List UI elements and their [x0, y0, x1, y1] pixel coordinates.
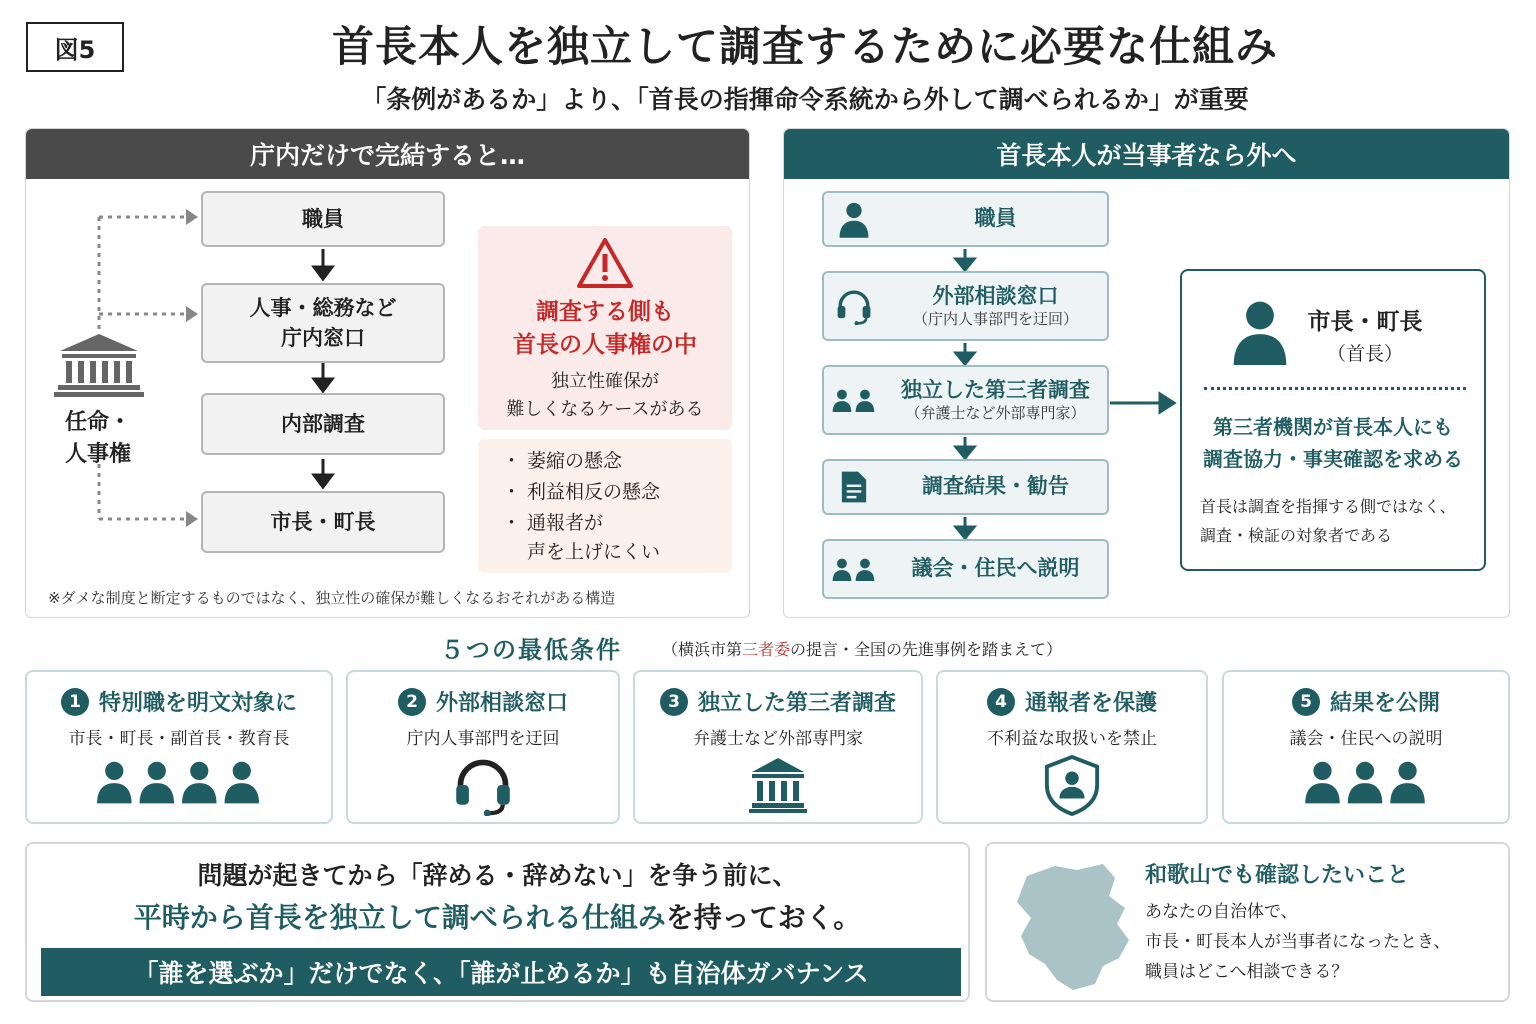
condition-sub: 議会・住民への説明: [1289, 729, 1443, 749]
people-icon: [824, 554, 884, 584]
governance-banner: 「誰を選ぶか」だけでなく、「誰が止めるか」も自治体ガバナンス: [41, 948, 961, 996]
bottom-line-1: 問題が起きてから「辞める・辞めない」を争う前に、: [197, 861, 798, 890]
mayor-emphasis: 第三者機関が首長本人にも 調査協力・事実確認を求める: [1203, 415, 1463, 471]
condition-number: 2: [398, 688, 426, 716]
conditions-note: （横浜市第三者委の提言・全国の先進事例を踏まえて）: [662, 640, 1063, 659]
condition-sub: 弁護士など外部専門家: [693, 729, 863, 749]
flow-staff: 職員: [201, 191, 445, 247]
condition-card-3: [633, 670, 923, 824]
condition-title: 通報者を保護: [1024, 691, 1157, 716]
flow-explanation-label: 議会・住民へ説明: [911, 556, 1080, 581]
flow-results-label: 調査結果・勧告: [922, 474, 1069, 499]
condition-sub: 不利益な取扱いを禁止: [987, 729, 1157, 749]
concern-item: ・ 利益相反の懸念: [502, 481, 661, 503]
flow-external-window: [822, 271, 1109, 341]
condition-number: 4: [987, 688, 1015, 716]
bottom-message-box: [25, 842, 970, 1002]
left-panel-header: 庁内だけで完結すると…: [26, 129, 749, 179]
concern-item: ・ 通報者が 声を上げにくい: [502, 512, 661, 564]
three-people-icon: [1224, 754, 1508, 812]
flow-external-window-label: 外部相談窓口: [932, 283, 1059, 308]
flow-explanation: [822, 539, 1109, 599]
right-panel-header: 首長本人が当事者なら外へ: [784, 129, 1509, 179]
shield-person-icon: [938, 754, 1206, 816]
concern-item: ・ 萎縮の懸念: [502, 450, 623, 472]
government-building-icon: [54, 334, 144, 397]
flow-staff-label: 職員: [974, 206, 1017, 231]
condition-card-2: [346, 670, 620, 824]
left-panel-note: ※ダメな制度と断定するものではなく、独立性の確保が難しくなるおそれがある構造: [48, 589, 616, 607]
four-people-icon: [27, 754, 331, 812]
page-subtitle: 「条例があるか」より、「首長の指揮命令系統から外して調べられるか」が重要: [361, 85, 1249, 114]
condition-number: 5: [1292, 688, 1320, 716]
check-title: 和歌山でも確認したいこと: [1145, 863, 1410, 888]
flow-mayor: 市長・町長: [201, 491, 445, 553]
headset-icon: [348, 754, 618, 816]
condition-number: 3: [660, 688, 688, 716]
flow-internal-investigation: 内部調査: [201, 393, 445, 455]
warning-text: 独立性確保が 難しくなるケースがある: [506, 371, 704, 420]
warning-box: [478, 226, 732, 430]
person-icon: [824, 200, 884, 238]
figure-label: 図5: [26, 22, 124, 72]
courthouse-icon: [635, 754, 921, 814]
flow-third-party-label: 独立した第三者調査: [901, 377, 1090, 402]
flow-external-window-sub: （庁内人事部門を迂回）: [912, 309, 1078, 328]
concerns-box: [478, 439, 732, 573]
left-panel: [25, 128, 750, 618]
mayor-sub: （首長）: [1326, 343, 1403, 365]
condition-title: 特別職を明文対象に: [98, 691, 297, 716]
condition-card-4: [936, 670, 1208, 824]
check-text: あなたの自治体で、 市長・町長本人が当事者になったとき、 職員はどこへ相談できる？: [1145, 902, 1451, 982]
headset-icon: [824, 287, 884, 325]
condition-sub: 庁内人事部門を迂回: [406, 729, 560, 749]
mayor-title: 市長・町長: [1307, 309, 1423, 335]
flow-results: [822, 459, 1109, 515]
mayor-text: 首長は調査を指揮する側ではなく、 調査・検証の対象者である: [1200, 497, 1456, 545]
flow-third-party-sub: （弁護士など外部専門家）: [905, 403, 1086, 422]
condition-sub: 市長・町長・副首長・教育長: [68, 729, 290, 749]
flow-staff-external: [822, 191, 1109, 247]
wakayama-box: [985, 842, 1510, 1002]
right-panel: [783, 128, 1510, 618]
mayor-box: [1180, 269, 1486, 571]
warning-title: 調査する側も 首長の人事権の中: [513, 299, 697, 359]
mayor-icon: [1228, 297, 1292, 365]
authority-label: 任命・ 人事権: [64, 410, 131, 467]
document-icon: [824, 470, 884, 504]
condition-number: 1: [61, 688, 89, 716]
flow-internal-window: 人事・総務など 庁内窓口: [201, 283, 445, 363]
condition-title: 外部相談窓口: [435, 691, 568, 716]
page-title: 首長本人を独立して調査するために必要な仕組み: [331, 22, 1278, 71]
condition-card-1: [25, 670, 333, 824]
condition-card-5: [1222, 670, 1510, 824]
warning-icon: [575, 236, 635, 290]
divider: [1204, 387, 1466, 390]
condition-title: 結果を公開: [1329, 691, 1440, 716]
wakayama-map-icon: [1007, 856, 1137, 996]
bottom-line-2: 平時から首長を独立して調べられる仕組みを持っておく。: [133, 901, 862, 934]
condition-title: 独立した第三者調査: [697, 691, 896, 716]
people-icon: [824, 385, 884, 415]
flow-third-party: [822, 365, 1109, 435]
conditions-title: ５つの最低条件: [440, 636, 622, 664]
